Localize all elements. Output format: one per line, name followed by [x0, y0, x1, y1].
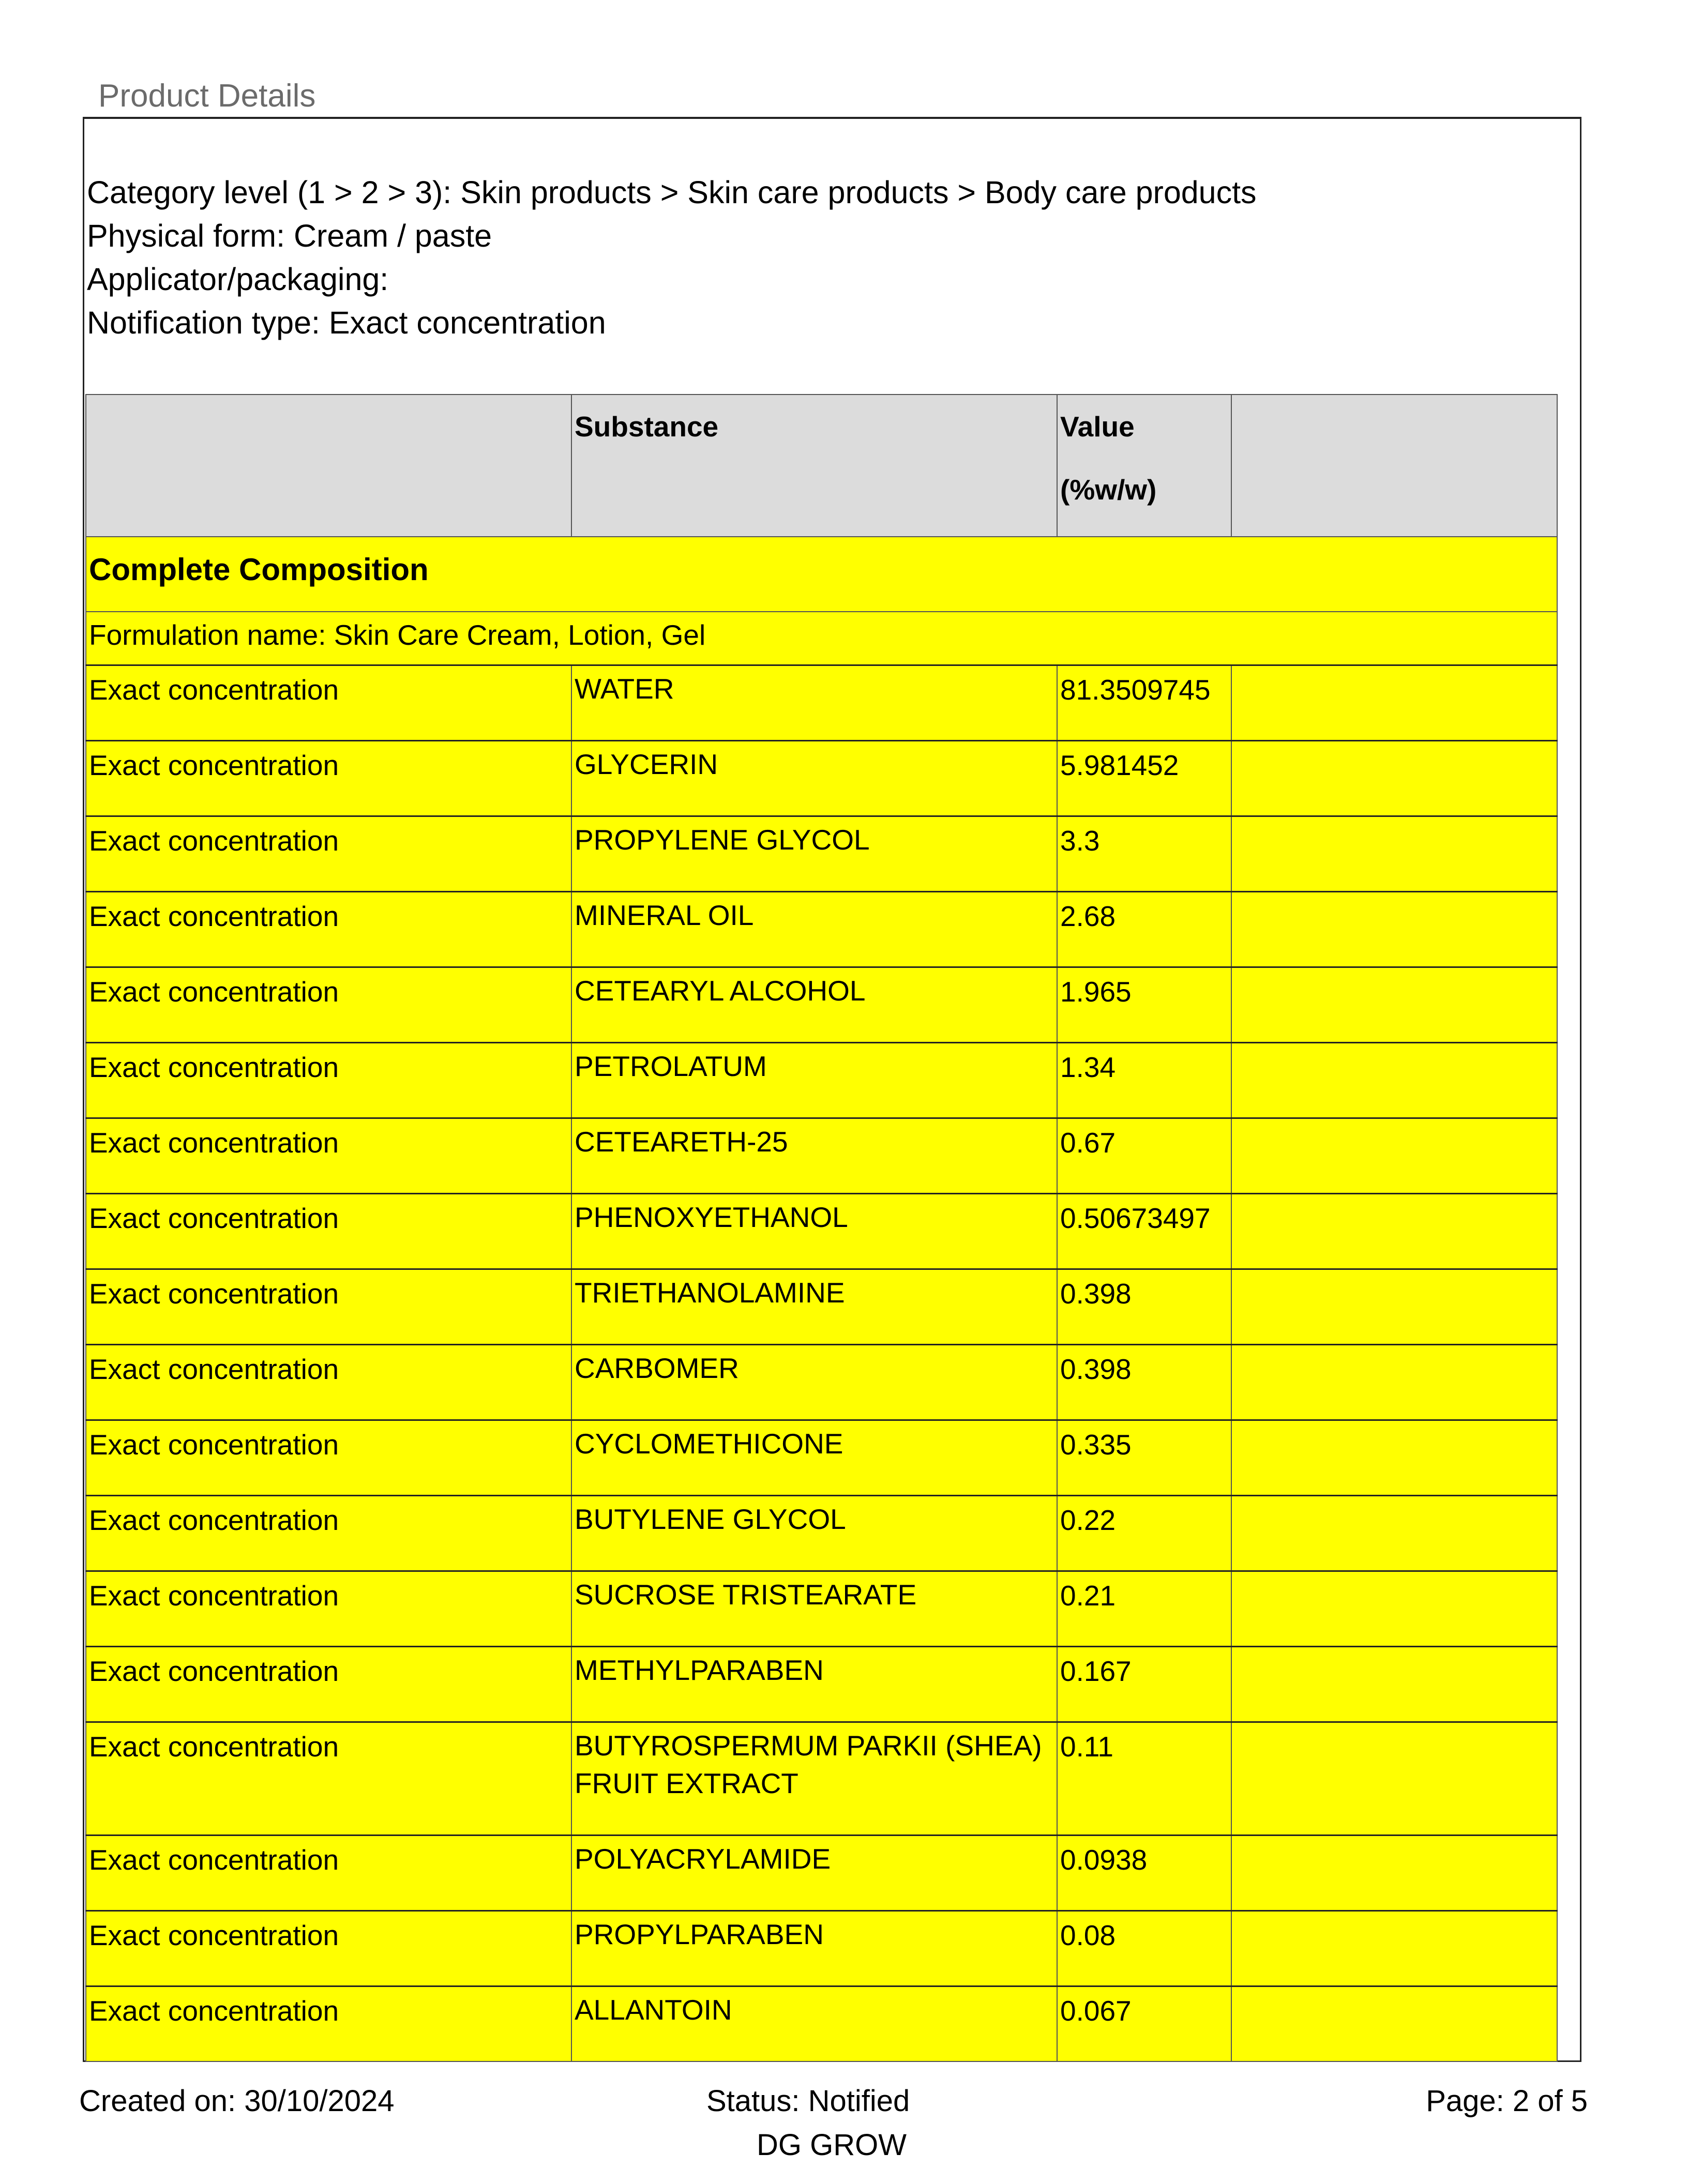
substance-name: POLYACRYLAMIDE — [571, 1835, 1057, 1910]
table-row — [86, 1835, 1557, 1910]
substance-name: GLYCERIN — [571, 740, 1057, 816]
substance-name: BUTYROSPERMUM PARKII (SHEA) FRUIT EXTRACT — [571, 1722, 1057, 1835]
table-row — [86, 816, 1557, 891]
concentration-type: Exact concentration — [86, 740, 571, 816]
substance-name: CARBOMER — [571, 1344, 1057, 1420]
concentration-type: Exact concentration — [86, 1042, 571, 1118]
substance-name: ALLANTOIN — [571, 1986, 1057, 2061]
empty-cell — [1231, 665, 1557, 740]
empty-cell — [1231, 740, 1557, 816]
concentration-value: 0.22 — [1057, 1495, 1231, 1571]
section-label: Complete Composition — [86, 537, 1557, 612]
concentration-type: Exact concentration — [86, 665, 571, 740]
concentration-type: Exact concentration — [86, 816, 571, 891]
concentration-value: 0.67 — [1057, 1118, 1231, 1193]
table-row — [86, 891, 1557, 967]
concentration-value: 0.335 — [1057, 1420, 1231, 1495]
concentration-type: Exact concentration — [86, 1571, 571, 1646]
table-header — [86, 395, 1557, 537]
empty-cell — [1231, 816, 1557, 891]
empty-cell — [1231, 1495, 1557, 1571]
empty-cell — [1231, 1835, 1557, 1910]
table-row — [86, 1571, 1557, 1646]
concentration-value: 0.398 — [1057, 1344, 1231, 1420]
header-extra — [1231, 395, 1557, 537]
header-type — [86, 395, 571, 537]
concentration-type: Exact concentration — [86, 1344, 571, 1420]
substance-name: PROPYLENE GLYCOL — [571, 816, 1057, 891]
empty-cell — [1231, 1042, 1557, 1118]
table-row — [86, 1646, 1557, 1722]
concentration-value: 0.067 — [1057, 1986, 1231, 2061]
status: Status: Notified — [706, 2084, 910, 2118]
table-row — [86, 1910, 1557, 1986]
substance-name: TRIETHANOLAMINE — [571, 1269, 1057, 1344]
concentration-type: Exact concentration — [86, 1646, 571, 1722]
created-on: Created on: 30/10/2024 — [79, 2084, 395, 2118]
concentration-value: 0.21 — [1057, 1571, 1231, 1646]
substance-name: PETROLATUM — [571, 1042, 1057, 1118]
table-row — [86, 1986, 1557, 2061]
concentration-value: 3.3 — [1057, 816, 1231, 891]
table-row — [86, 1420, 1557, 1495]
table-row — [86, 1193, 1557, 1269]
empty-cell — [1231, 1269, 1557, 1344]
applicator-packaging: Applicator/packaging: — [87, 262, 389, 297]
substance-name: CETEARETH-25 — [571, 1118, 1057, 1193]
empty-cell — [1231, 1118, 1557, 1193]
composition-table — [85, 394, 1558, 2062]
table-row — [86, 1722, 1557, 1835]
organization: DG GROW — [757, 2128, 907, 2162]
substance-name: BUTYLENE GLYCOL — [571, 1495, 1057, 1571]
concentration-value: 0.167 — [1057, 1646, 1231, 1722]
concentration-type: Exact concentration — [86, 967, 571, 1042]
category-level: Category level (1 > 2 > 3): Skin products > Skin care products > Body care products — [87, 175, 1257, 210]
substance-name: MINERAL OIL — [571, 891, 1057, 967]
concentration-value: 2.68 — [1057, 891, 1231, 967]
concentration-value: 1.965 — [1057, 967, 1231, 1042]
concentration-value: 0.0938 — [1057, 1835, 1231, 1910]
concentration-type: Exact concentration — [86, 891, 571, 967]
substance-name: CYCLOMETHICONE — [571, 1420, 1057, 1495]
table-row — [86, 1269, 1557, 1344]
substance-name: WATER — [571, 665, 1057, 740]
empty-cell — [1231, 1910, 1557, 1986]
concentration-value: 0.08 — [1057, 1910, 1231, 1986]
substance-name: METHYLPARABEN — [571, 1646, 1057, 1722]
concentration-type: Exact concentration — [86, 1118, 571, 1193]
section-row — [86, 537, 1557, 612]
header-substance: Substance — [571, 395, 1057, 537]
table-row — [86, 740, 1557, 816]
empty-cell — [1231, 1646, 1557, 1722]
page-number: Page: 2 of 5 — [1426, 2084, 1588, 2118]
concentration-type: Exact concentration — [86, 1495, 571, 1571]
header-value: Value (%w/w) — [1057, 395, 1231, 537]
empty-cell — [1231, 1571, 1557, 1646]
concentration-value: 81.3509745 — [1057, 665, 1231, 740]
table-row — [86, 1495, 1557, 1571]
physical-form: Physical form: Cream / paste — [87, 218, 492, 253]
section-title: Product Details — [98, 78, 316, 114]
table-row — [86, 1042, 1557, 1118]
concentration-type: Exact concentration — [86, 1835, 571, 1910]
concentration-type: Exact concentration — [86, 1269, 571, 1344]
substance-name: CETEARYL ALCOHOL — [571, 967, 1057, 1042]
table-row — [86, 967, 1557, 1042]
empty-cell — [1231, 1420, 1557, 1495]
concentration-value: 0.50673497 — [1057, 1193, 1231, 1269]
empty-cell — [1231, 1193, 1557, 1269]
formulation-name: Formulation name: Skin Care Cream, Lotion, Gel — [86, 612, 1557, 665]
notification-type: Notification type: Exact concentration — [87, 305, 606, 340]
empty-cell — [1231, 891, 1557, 967]
substance-name: SUCROSE TRISTEARATE — [571, 1571, 1057, 1646]
empty-cell — [1231, 967, 1557, 1042]
formulation-row — [86, 612, 1557, 665]
substance-name: PROPYLPARABEN — [571, 1910, 1057, 1986]
product-info — [87, 171, 1257, 344]
concentration-value: 1.34 — [1057, 1042, 1231, 1118]
concentration-value: 0.11 — [1057, 1722, 1231, 1835]
empty-cell — [1231, 1344, 1557, 1420]
concentration-type: Exact concentration — [86, 1420, 571, 1495]
table-row — [86, 1118, 1557, 1193]
concentration-type: Exact concentration — [86, 1910, 571, 1986]
empty-cell — [1231, 1722, 1557, 1835]
concentration-type: Exact concentration — [86, 1193, 571, 1269]
table-row — [86, 1344, 1557, 1420]
concentration-type: Exact concentration — [86, 1986, 571, 2061]
table-row — [86, 665, 1557, 740]
concentration-value: 0.398 — [1057, 1269, 1231, 1344]
substance-name: PHENOXYETHANOL — [571, 1193, 1057, 1269]
empty-cell — [1231, 1986, 1557, 2061]
concentration-value: 5.981452 — [1057, 740, 1231, 816]
concentration-type: Exact concentration — [86, 1722, 571, 1835]
